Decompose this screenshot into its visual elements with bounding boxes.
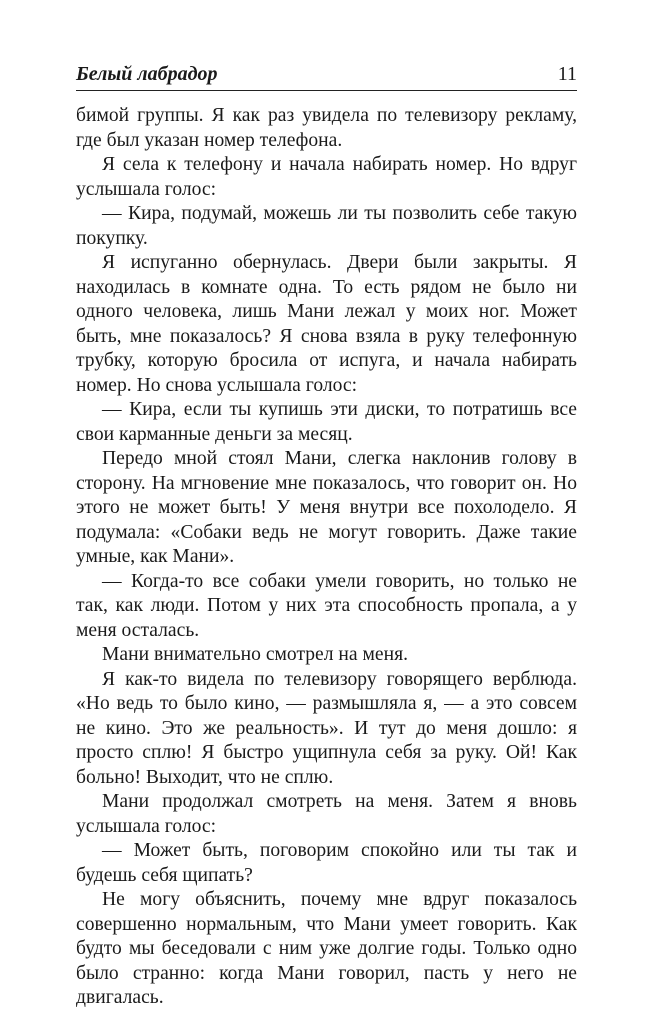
paragraph-2: Я села к телефону и начала набирать номер. Но вдруг услышала голос: <box>76 154 577 200</box>
page-number: 11 <box>557 63 577 85</box>
paragraph-7: — Когда-то все собаки умели говорить, но только не так, как люди. Потом у них эта способность пропала, а у меня осталась. <box>76 570 577 641</box>
paragraph-4: Я испуганно обернулась. Двери были закрыты. Я находилась в комнате одна. То есть рядом не было ни одного человека, лишь Мани лежал у моих ног. Может быть, мне показалось? Я снова взяла в руку телефонную трубку, которую бросила от испуга, и начала набирать номер. Но снова услышала голос: <box>76 252 577 396</box>
paragraph-10: Мани продолжал смотреть на меня. Затем я вновь услышала голос: <box>76 791 577 837</box>
body-text <box>76 104 577 1011</box>
paragraph-11: — Может быть, поговорим спокойно или ты так и будешь себя щипать? <box>76 840 577 886</box>
paragraph-5: — Кира, если ты купишь эти диски, то потратишь все свои карманные деньги за месяц. <box>76 399 577 445</box>
paragraph-1: бимой группы. Я как раз увидела по телевизору рекламу, где был указан номер телефона. <box>76 105 577 151</box>
running-title: Белый лабрадор <box>76 63 218 85</box>
paragraph-9: Я как-то видела по телевизору говорящего верблюда. «Но ведь то было кино, — размышляла я, — а это совсем не кино. Это же реальность». И тут до меня дошло: я просто сплю! Я быстро ущипнула себя за руку. Ой! Как больно! Выходит, что не сплю. <box>76 668 577 788</box>
running-header <box>76 62 577 91</box>
paragraph-6: Передо мной стоял Мани, слегка наклонив голову в сторону. На мгновение мне показалось, что говорит он. Но этого не может быть! У меня внутри все похолодело. Я подумала: «Собаки ведь не могут говорить. Даже такие умные, как Мани». <box>76 448 577 567</box>
paragraph-8: Мани внимательно смотрел на меня. <box>102 644 408 665</box>
paragraph-12: Не могу объяснить, почему мне вдруг показалось совершенно нормальным, что Мани умеет говорить. Как будто мы беседовали с ним уже долгие годы. Только одно было странно: когда Мани говорил, пасть у него не двигалась. <box>76 889 577 1008</box>
paragraph-3: — Кира, подумай, можешь ли ты позволить себе такую покупку. <box>76 203 577 249</box>
